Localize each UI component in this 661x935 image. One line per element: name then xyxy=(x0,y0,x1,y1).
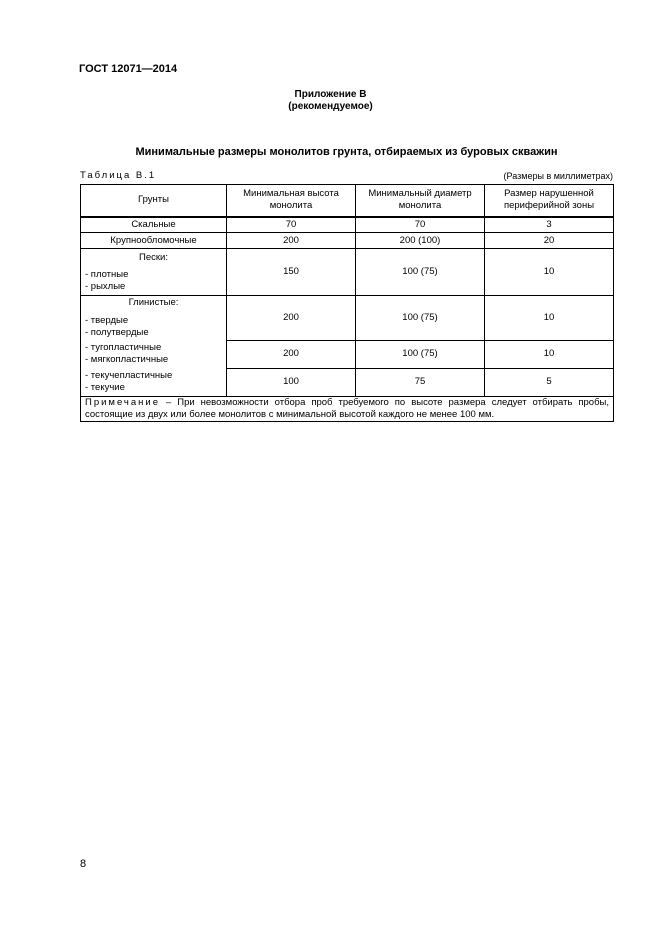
cell-zone: 5 xyxy=(485,368,614,396)
cell-soil: Скальные xyxy=(81,217,227,233)
cell-zone: 10 xyxy=(485,249,614,296)
page-number: 8 xyxy=(80,858,87,870)
cell-soil xyxy=(81,249,227,296)
appendix-title: Приложение В xyxy=(294,89,367,100)
cell-zone: 10 xyxy=(485,296,614,341)
table-row xyxy=(81,233,614,249)
table-row xyxy=(81,249,614,296)
subtype-label: - тугопластичные xyxy=(85,342,162,353)
subtype-label: - текучие xyxy=(85,381,125,393)
group-label: Пески: xyxy=(139,251,168,263)
table-label: Таблица В.1 xyxy=(80,170,157,181)
cell-diameter: 100 (75) xyxy=(356,340,485,368)
table-note-row xyxy=(81,396,614,421)
table-row xyxy=(81,296,614,341)
cell-soil xyxy=(81,340,227,368)
header-soil: Грунты xyxy=(81,185,227,217)
cell-diameter: 70 xyxy=(356,217,485,233)
cell-soil xyxy=(81,296,227,341)
subtype-label: - рыхлые xyxy=(85,280,126,292)
units-note: (Размеры в миллиметрах) xyxy=(503,171,613,181)
cell-height: 200 xyxy=(227,340,356,368)
document-code: ГОСТ 12071—2014 xyxy=(79,63,178,75)
subtype-label: - полутвердые xyxy=(85,327,149,338)
cell-zone: 3 xyxy=(485,217,614,233)
table-note xyxy=(81,396,614,421)
subtype-label: - текучепластичные xyxy=(85,369,173,381)
cell-height: 200 xyxy=(227,233,356,249)
cell-height: 200 xyxy=(227,296,356,341)
note-text: – При невозможности отбора проб требуемого по высоте размера следует отбирать пробы, состоящие из двух или более монолитов с минимальной высотой каждого не менее 100 мм. xyxy=(85,396,609,420)
appendix-status: (рекомендуемое) xyxy=(288,101,373,112)
table-title: Минимальные размеры монолитов грунта, отбираемых из буровых скважин xyxy=(135,146,558,158)
header-min-diameter: Минимальный диаметр монолита xyxy=(356,185,485,217)
header-disturbed-zone: Размер нарушенной периферийной зоны xyxy=(485,185,614,217)
cell-height: 150 xyxy=(227,249,356,296)
subtype-label: - мягкопластичные xyxy=(85,354,169,365)
cell-soil xyxy=(81,368,227,396)
cell-height: 70 xyxy=(227,217,356,233)
cell-height: 100 xyxy=(227,368,356,396)
cell-diameter: 200 (100) xyxy=(356,233,485,249)
table-row xyxy=(81,340,614,368)
cell-soil: Крупнообломочные xyxy=(81,233,227,249)
group-label: Глинистые: xyxy=(128,297,179,308)
table-row xyxy=(81,368,614,396)
soil-monolith-table xyxy=(80,184,614,422)
subtype-label: - плотные xyxy=(85,268,129,280)
note-lead: Примечание xyxy=(85,396,160,408)
cell-diameter: 100 (75) xyxy=(356,249,485,296)
subtype-label: - твердые xyxy=(85,315,129,326)
cell-diameter: 100 (75) xyxy=(356,296,485,341)
table-row xyxy=(81,217,614,233)
cell-zone: 20 xyxy=(485,233,614,249)
cell-zone: 10 xyxy=(485,340,614,368)
cell-diameter: 75 xyxy=(356,368,485,396)
header-min-height: Минимальная высота монолита xyxy=(227,185,356,217)
